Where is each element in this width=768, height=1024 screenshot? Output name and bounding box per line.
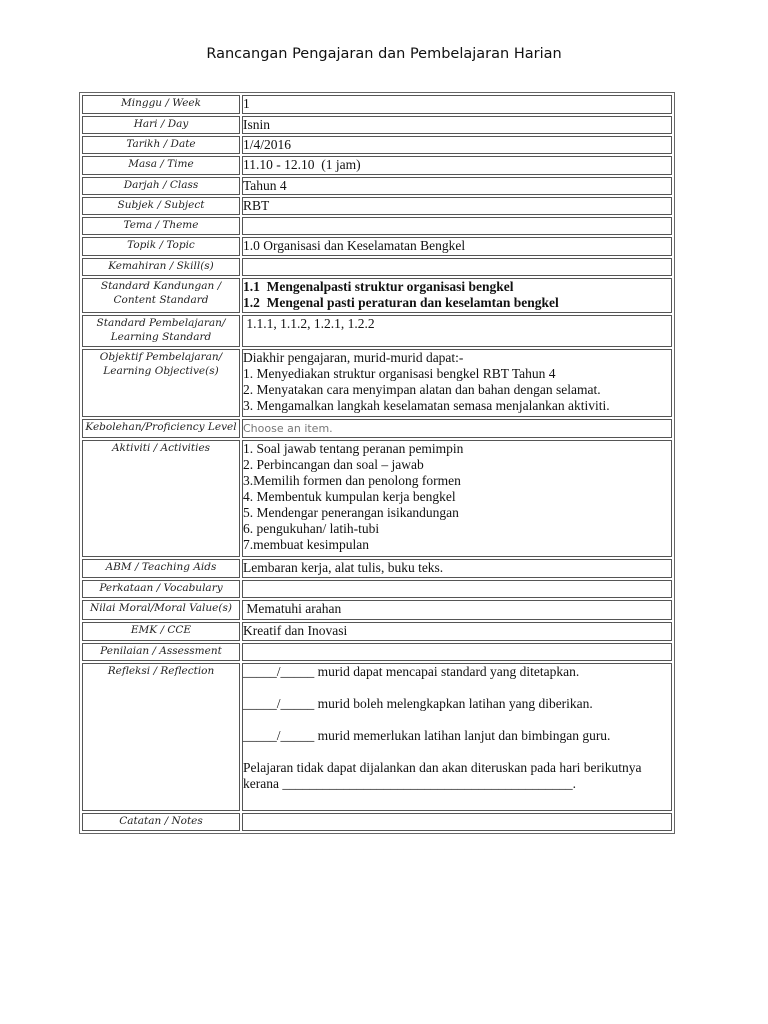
- row-minggu: [82, 95, 672, 114]
- refleksi-line-3: _____/_____ murid memerlukan latihan lanjut dan bimbingan guru.: [243, 728, 611, 743]
- label-standard-pembelajaran: [82, 315, 240, 347]
- spacer: [243, 712, 671, 728]
- label-standard-pembelajaran-line-1: Standard Pembelajaran/: [96, 317, 226, 329]
- label-aktiviti: Aktiviti / Activities: [82, 440, 240, 557]
- row-topik: [82, 237, 672, 256]
- label-standard-kandungan: [82, 278, 240, 313]
- row-refleksi: [82, 663, 672, 811]
- row-aktiviti: [82, 440, 672, 557]
- label-minggu: Minggu / Week: [82, 95, 240, 114]
- row-penilaian: [82, 643, 672, 661]
- aktiviti-line-6: 6. pengukuhan/ latih-tubi: [243, 521, 380, 536]
- label-hari: Hari / Day: [82, 116, 240, 134]
- value-refleksi[interactable]: [242, 663, 672, 811]
- label-penilaian: Penilaian / Assessment: [82, 643, 240, 661]
- row-masa: [82, 156, 672, 175]
- value-catatan[interactable]: [242, 813, 672, 831]
- row-objektif: [82, 349, 672, 417]
- value-subjek[interactable]: RBT: [242, 197, 672, 215]
- spacer: [243, 744, 671, 760]
- row-perkataan: [82, 580, 672, 598]
- label-kemahiran: Kemahiran / Skill(s): [82, 258, 240, 276]
- label-abm: ABM / Teaching Aids: [82, 559, 240, 578]
- proficiency-dropdown[interactable]: Choose an item.: [243, 422, 333, 435]
- value-tarikh[interactable]: 1/4/2016: [242, 136, 672, 154]
- label-tarikh: Tarikh / Date: [82, 136, 240, 154]
- label-emk: EMK / CCE: [82, 622, 240, 641]
- label-darjah: Darjah / Class: [82, 177, 240, 195]
- label-objektif-line-1: Objektif Pembelajaran/: [99, 351, 223, 363]
- objektif-line-2: 1. Menyediakan struktur organisasi bengkel RBT Tahun 4: [243, 366, 556, 381]
- aktiviti-line-7: 7.membuat kesimpulan: [243, 537, 369, 552]
- value-topik[interactable]: 1.0 Organisasi dan Keselamatan Bengkel: [242, 237, 672, 256]
- aktiviti-line-4: 4. Membentuk kumpulan kerja bengkel: [243, 489, 456, 504]
- label-perkataan: Perkataan / Vocabulary: [82, 580, 240, 598]
- value-nilai[interactable]: Mematuhi arahan: [242, 600, 672, 620]
- row-emk: [82, 622, 672, 641]
- label-topik: Topik / Topic: [82, 237, 240, 256]
- value-emk[interactable]: Kreatif dan Inovasi: [242, 622, 672, 641]
- refleksi-line-5: kerana ___________________________________________.: [243, 776, 576, 791]
- refleksi-line-2: _____/_____ murid boleh melengkapkan latihan yang diberikan.: [243, 696, 593, 711]
- label-objektif: [82, 349, 240, 417]
- row-catatan: [82, 813, 672, 831]
- objektif-line-1: Diakhir pengajaran, murid-murid dapat:-: [243, 350, 464, 365]
- label-objektif-line-2: Learning Objective(s): [103, 365, 219, 377]
- value-penilaian[interactable]: [242, 643, 672, 661]
- label-tema: Tema / Theme: [82, 217, 240, 235]
- row-kebolehan: [82, 419, 672, 438]
- value-tema[interactable]: [242, 217, 672, 235]
- row-abm: [82, 559, 672, 578]
- row-darjah: [82, 177, 672, 195]
- value-standard-pembelajaran[interactable]: 1.1.1, 1.1.2, 1.2.1, 1.2.2: [242, 315, 672, 347]
- value-perkataan[interactable]: [242, 580, 672, 598]
- label-subjek: Subjek / Subject: [82, 197, 240, 215]
- label-catatan: Catatan / Notes: [82, 813, 240, 831]
- row-standard-pembelajaran: [82, 315, 672, 347]
- value-kemahiran[interactable]: [242, 258, 672, 276]
- row-standard-kandungan: [82, 278, 672, 313]
- spacer: [243, 680, 671, 696]
- row-tema: [82, 217, 672, 235]
- value-abm[interactable]: Lembaran kerja, alat tulis, buku teks.: [242, 559, 672, 578]
- aktiviti-line-2: 2. Perbincangan dan soal – jawab: [243, 457, 424, 472]
- value-masa[interactable]: 11.10 - 12.10 (1 jam): [242, 156, 672, 175]
- aktiviti-line-5: 5. Mendengar penerangan isikandungan: [243, 505, 459, 520]
- label-nilai: Nilai Moral/Moral Value(s): [82, 600, 240, 620]
- objektif-line-4: 3. Mengamalkan langkah keselamatan semasa menjalankan aktiviti.: [243, 398, 610, 413]
- value-hari[interactable]: Isnin: [242, 116, 672, 134]
- value-darjah[interactable]: Tahun 4: [242, 177, 672, 195]
- label-standard-kandungan-line-1: Standard Kandungan /: [100, 280, 222, 292]
- label-kebolehan: Kebolehan/Proficiency Level: [82, 419, 240, 438]
- aktiviti-line-1: 1. Soal jawab tentang peranan pemimpin: [243, 441, 464, 456]
- value-minggu[interactable]: 1: [242, 95, 672, 114]
- value-aktiviti[interactable]: [242, 440, 672, 557]
- aktiviti-line-3: 3.Memilih formen dan penolong formen: [243, 473, 461, 488]
- value-kebolehan[interactable]: [242, 419, 672, 438]
- page-title: Rancangan Pengajaran dan Pembelajaran Harian: [206, 46, 562, 62]
- label-refleksi: Refleksi / Reflection: [82, 663, 240, 811]
- row-kemahiran: [82, 258, 672, 276]
- label-standard-kandungan-line-2: Content Standard: [113, 294, 209, 306]
- row-nilai: [82, 600, 672, 620]
- value-objektif[interactable]: [242, 349, 672, 417]
- label-masa: Masa / Time: [82, 156, 240, 175]
- value-standard-kandungan[interactable]: [242, 278, 672, 313]
- label-standard-pembelajaran-line-2: Learning Standard: [110, 331, 212, 343]
- refleksi-line-4: Pelajaran tidak dapat dijalankan dan akan diteruskan pada hari berikutnya: [243, 760, 642, 775]
- standard-kandungan-line-2: 1.2 Mengenal pasti peraturan dan keselamtan bengkel: [243, 295, 559, 310]
- row-hari: [82, 116, 672, 134]
- lesson-plan-table: [79, 92, 675, 834]
- objektif-line-3: 2. Menyatakan cara menyimpan alatan dan bahan dengan selamat.: [243, 382, 601, 397]
- refleksi-line-1: _____/_____ murid dapat mencapai standard yang ditetapkan.: [243, 664, 580, 679]
- row-subjek: [82, 197, 672, 215]
- row-tarikh: [82, 136, 672, 154]
- standard-kandungan-line-1: 1.1 Mengenalpasti struktur organisasi bengkel: [243, 279, 514, 294]
